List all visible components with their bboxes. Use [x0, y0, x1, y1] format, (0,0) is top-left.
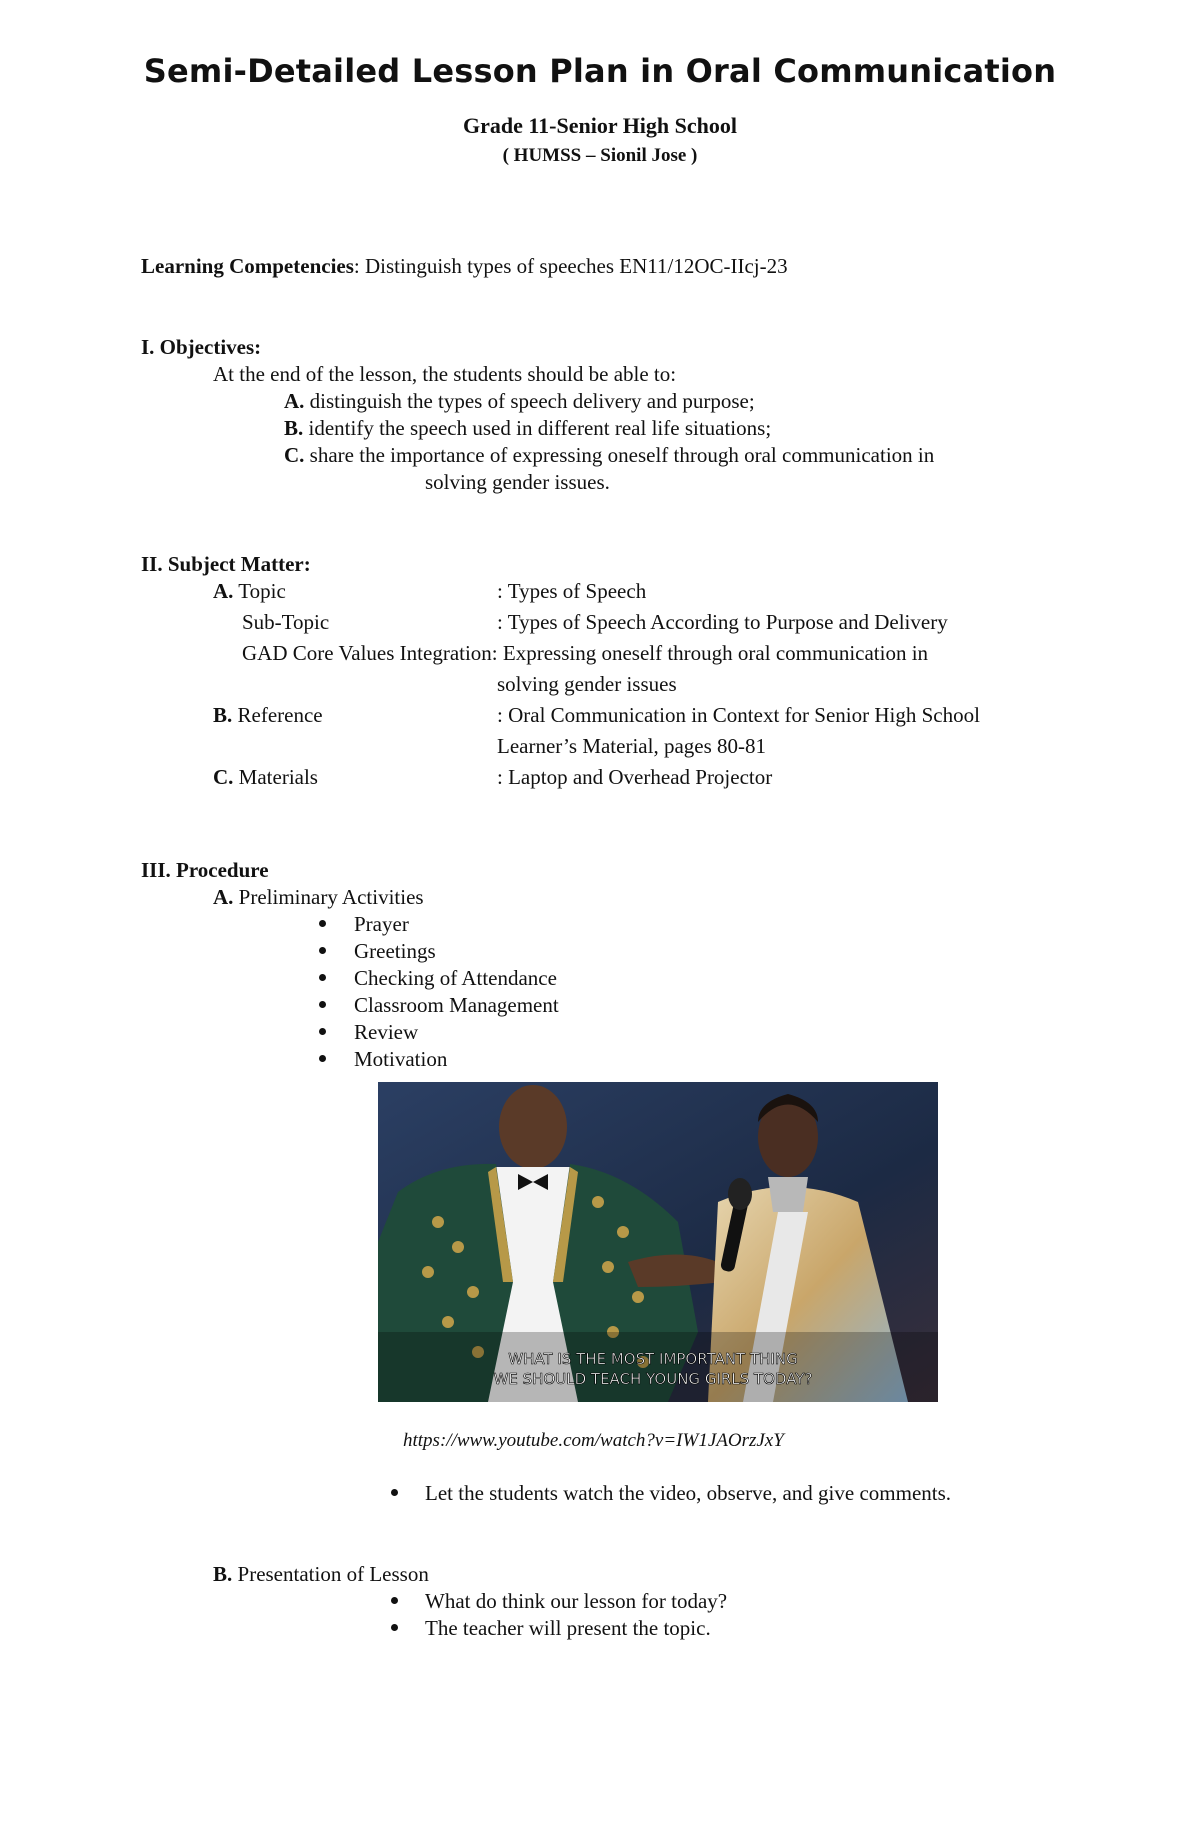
- objectives-intro: At the end of the lesson, the students should be able to:: [213, 362, 677, 386]
- competencies-text: : Distinguish types of speeches EN11/12OC-IIcj-23: [353, 254, 788, 278]
- objective-letter: C.: [284, 443, 305, 467]
- list-item: Checking of Attendance: [354, 966, 557, 990]
- preliminary-letter: A.: [213, 885, 234, 909]
- competencies-label: Learning Competencies: [141, 254, 354, 278]
- presentation-letter: B.: [213, 1562, 233, 1586]
- bullet-icon: [391, 1624, 398, 1631]
- section-label: ( HUMSS – Sionil Jose ): [502, 145, 698, 166]
- list-item: The teacher will present the topic.: [425, 1616, 711, 1640]
- list-item: Review: [354, 1020, 419, 1044]
- video-task: Let the students watch the video, observe, and give comments.: [425, 1481, 952, 1505]
- objective-text: share the importance of expressing oneself through oral communication in: [304, 443, 935, 467]
- bullet-icon: [319, 1028, 326, 1035]
- bullet-icon: [319, 947, 326, 954]
- gad-integration: GAD Core Values Integration: Expressing oneself through oral communication in: [242, 641, 929, 665]
- subtopic-value: : Types of Speech According to Purpose and Delivery: [497, 610, 948, 634]
- objective-item: [284, 391, 755, 412]
- reference-label: [213, 705, 323, 726]
- reference-value: : Oral Communication in Context for Senior High School: [497, 703, 980, 727]
- reference-letter: B.: [213, 703, 233, 727]
- reference-continued: Learner’s Material, pages 80-81: [497, 734, 767, 758]
- bullet-icon: [319, 1055, 326, 1062]
- objective-text: distinguish the types of speech delivery and purpose;: [304, 389, 755, 413]
- materials-value: : Laptop and Overhead Projector: [497, 765, 773, 789]
- materials-label: [213, 767, 318, 788]
- bullet-icon: [319, 920, 326, 927]
- bullet-icon: [391, 1597, 398, 1604]
- topic-letter: A.: [213, 579, 234, 603]
- preliminary-label-text: Preliminary Activities: [233, 885, 424, 909]
- subtopic-label: Sub-Topic: [242, 610, 330, 634]
- presentation-label: [213, 1564, 429, 1585]
- objective-item: [284, 418, 771, 439]
- page-title: Semi-Detailed Lesson Plan in Oral Communication: [143, 52, 1057, 90]
- subject-matter-heading: II. Subject Matter:: [141, 552, 311, 576]
- video-caption-line2: WE SHOULD TEACH YOUNG GIRLS TODAY?: [493, 1370, 813, 1388]
- materials-letter: C.: [213, 765, 234, 789]
- bullet-icon: [319, 974, 326, 981]
- objective-text: identify the speech used in different real life situations;: [303, 416, 772, 440]
- list-item: What do think our lesson for today?: [425, 1589, 728, 1613]
- bullet-icon: [391, 1489, 398, 1496]
- materials-label-text: Materials: [233, 765, 318, 789]
- list-item: Motivation: [354, 1047, 448, 1071]
- objective-letter: A.: [284, 389, 305, 413]
- video-illustration: [378, 1082, 938, 1402]
- reference-label-text: Reference: [232, 703, 323, 727]
- list-item: Prayer: [354, 912, 409, 936]
- competencies-line: [141, 256, 788, 277]
- video-url-link[interactable]: https://www.youtube.com/watch?v=IW1JAOrzJxY: [403, 1430, 784, 1451]
- objective-letter: B.: [284, 416, 304, 440]
- objective-item: [284, 445, 934, 466]
- procedure-heading: III. Procedure: [141, 858, 269, 882]
- list-item: Classroom Management: [354, 993, 559, 1017]
- gad-integration-continued: solving gender issues: [497, 672, 677, 696]
- video-screenshot: [378, 1082, 938, 1402]
- objectives-heading: I. Objectives:: [141, 335, 262, 359]
- bullet-icon: [319, 1001, 326, 1008]
- grade-subtitle: Grade 11-Senior High School: [462, 113, 737, 138]
- video-caption-line1: WHAT IS THE MOST IMPORTANT THING: [508, 1350, 798, 1368]
- presentation-label-text: Presentation of Lesson: [232, 1562, 429, 1586]
- objective-item-continued: solving gender issues.: [425, 470, 610, 494]
- topic-label-text: Topic: [233, 579, 286, 603]
- list-item: Greetings: [354, 939, 436, 963]
- preliminary-activities-label: [213, 887, 424, 908]
- topic-value: : Types of Speech: [497, 579, 647, 603]
- topic-label: [213, 581, 286, 602]
